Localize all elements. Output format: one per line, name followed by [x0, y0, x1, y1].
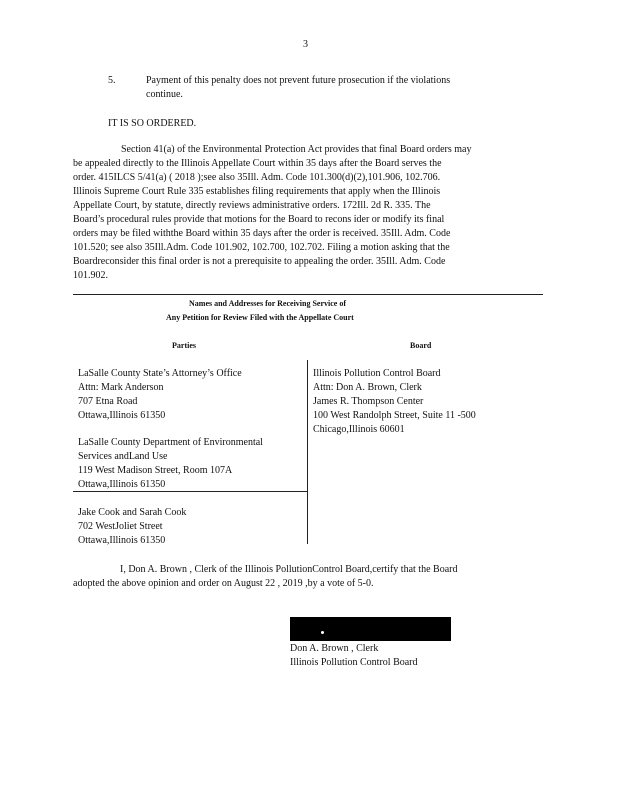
paragraph-line: order. 415ILCS 5/41(a) ( 2018 );see also 35Ill. Adm. Code 101.300(d)(2),101.906, 102.706. — [73, 172, 441, 183]
party-line: 707 Etna Road — [78, 396, 138, 407]
paragraph-line: Section 41(a) of the Environmental Protection Act provides that final Board orders may — [121, 144, 472, 155]
party-line: Attn: Mark Anderson — [78, 382, 164, 393]
party-line: LaSalle County Department of Environmental — [78, 437, 263, 448]
signature-redaction — [290, 617, 451, 641]
party-line: 702 WestJoliet Street — [78, 521, 163, 532]
paragraph-line: orders may be filed withthe Board within 35 days after the order is received. 35Ill. Adm. Code — [73, 228, 451, 239]
certification-line1: I, Don A. Brown , Clerk of the Illinois PollutionControl Board,certify that the Board — [120, 564, 458, 575]
party-line: Jake Cook and Sarah Cook — [78, 507, 187, 518]
table-top-rule — [73, 294, 543, 295]
paragraph-line: Board’s procedural rules provide that motions for the Board to recons ider or modify its final — [73, 214, 445, 225]
page-number: 3 — [303, 39, 308, 50]
board-line: James R. Thompson Center — [313, 396, 424, 407]
party-block — [78, 506, 186, 548]
party-block — [78, 367, 242, 423]
item-number: 5. — [108, 75, 116, 86]
paragraph-line: 101.902. — [73, 270, 108, 281]
paragraph-line: Appellate Court, by statute, directly reviews administrative orders. 172Ill. 2d R. 335. The — [73, 200, 431, 211]
signature-mark — [321, 631, 324, 634]
paragraph-line: Boardreconsider this final order is not a prerequisite to appealing the order. 35Ill. Adm. Code — [73, 256, 446, 267]
board-heading: Board — [410, 341, 432, 350]
item-text-line1: Payment of this penalty does not prevent future prosecution if the violations — [146, 75, 451, 86]
appeal-paragraph — [73, 143, 533, 283]
board-line: Attn: Don A. Brown, Clerk — [313, 382, 422, 393]
paragraph-line: be appealed directly to the Illinois Appellate Court within 35 days after the Board serves the — [73, 158, 442, 169]
paragraph-line: 101.520; see also 35Ill.Adm. Code 101.902, 102.700, 102.702. Filing a motion asking that the — [73, 242, 450, 253]
board-line: Illinois Pollution Control Board — [313, 368, 441, 379]
column-divider — [307, 360, 308, 544]
party-line: Ottawa,Illinois 61350 — [78, 410, 166, 421]
board-line: Chicago,Illinois 60601 — [313, 424, 405, 435]
board-block — [313, 367, 476, 437]
parties-heading: Parties — [172, 341, 196, 350]
table-title-line2: Any Petition for Review Filed with the Appellate Court — [166, 313, 354, 322]
board-line: 100 West Randolph Street, Suite 11 -500 — [313, 410, 476, 421]
party-line: Ottawa,Illinois 61350 — [78, 535, 166, 546]
party-line: 119 West Madison Street, Room 107A — [78, 465, 233, 476]
paragraph-line: Illinois Supreme Court Rule 335 establishes filing requirements that apply when the Illinois — [73, 186, 441, 197]
party-block — [78, 436, 263, 492]
so-ordered: IT IS SO ORDERED. — [108, 118, 197, 129]
signatory-name: Don A. Brown , Clerk — [290, 643, 379, 654]
party-line: Ottawa,Illinois 61350 — [78, 479, 166, 490]
item-text-line2: continue. — [146, 89, 183, 100]
table-title-line1: Names and Addresses for Receiving Service of — [189, 299, 347, 308]
certification-line2: adopted the above opinion and order on August 22 , 2019 ,by a vote of 5-0. — [73, 578, 374, 589]
signatory-title: Illinois Pollution Control Board — [290, 657, 418, 668]
party-line: Services andLand Use — [78, 451, 168, 462]
party-line: LaSalle County State’s Attorney’s Office — [78, 368, 242, 379]
